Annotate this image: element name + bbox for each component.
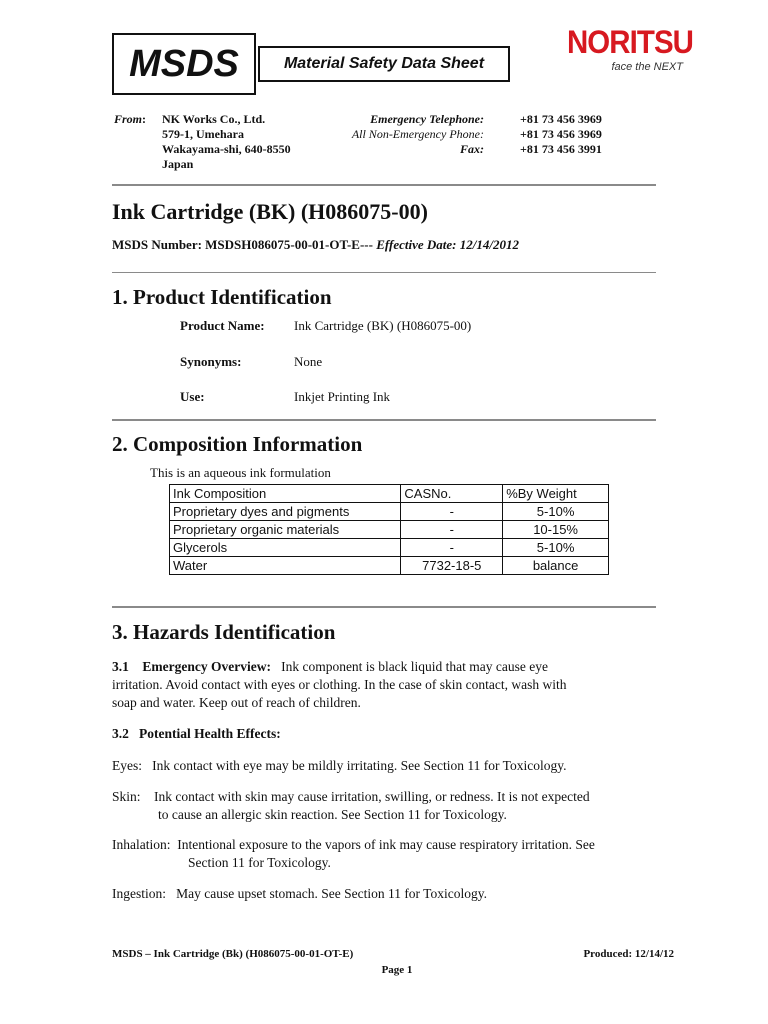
emergency-phone: +81 73 456 3969 — [520, 112, 602, 126]
address-line-1: 579-1, Umehara — [162, 127, 244, 141]
table-cell: Proprietary dyes and pigments — [170, 503, 401, 521]
phone-values — [520, 112, 602, 157]
skin-line-1: Skin: Ink contact with skin may cause irritation, swilling, or redness. It is not expected — [112, 789, 590, 804]
skin-line-2: to cause an allergic skin reaction. See Section 11 for Toxicology. — [158, 807, 507, 822]
effective-date: Effective Date: 12/14/2012 — [376, 237, 519, 252]
divider — [112, 272, 656, 273]
table-cell: - — [401, 539, 503, 557]
divider — [112, 606, 656, 608]
brand-name: NORITSU — [566, 24, 693, 60]
table-cell: - — [401, 503, 503, 521]
company-name: NK Works Co., Ltd. — [162, 112, 266, 126]
brand-tagline: face the NEXT — [611, 61, 683, 73]
msds-number-line — [112, 237, 519, 253]
table-header-cell: Ink Composition — [170, 485, 401, 503]
inhalation-effect — [112, 836, 595, 872]
document-type-title: Material Safety Data Sheet — [258, 46, 510, 82]
nonemergency-phone: +81 73 456 3969 — [520, 127, 602, 141]
table-row — [170, 521, 609, 539]
table-cell: 5-10% — [503, 503, 609, 521]
composition-intro: This is an aqueous ink formulation — [150, 465, 331, 480]
product-name-value: Ink Cartridge (BK) (H086075-00) — [294, 318, 472, 333]
table-cell: balance — [503, 557, 609, 575]
table-row — [170, 539, 609, 557]
synonyms-value: None — [294, 354, 323, 369]
table-header-cell: %By Weight — [503, 485, 609, 503]
emergency-label: Emergency Telephone: — [370, 112, 484, 126]
table-row — [170, 503, 609, 521]
product-name-label: Product Name: — [180, 318, 265, 333]
from-label-block: From: — [114, 112, 147, 126]
noritsu-brand — [553, 24, 693, 74]
health-effects-heading — [112, 725, 281, 743]
inhalation-line-2: Section 11 for Toxicology. — [188, 855, 331, 870]
emergency-overview — [112, 658, 672, 712]
address-line-3: Japan — [162, 157, 194, 171]
composition-table — [169, 484, 609, 575]
emergency-overview-label: 3.1 Emergency Overview: — [112, 659, 271, 674]
overview-line-1: Ink component is black liquid that may cause eye — [281, 659, 548, 674]
table-row — [170, 557, 609, 575]
table-cell: 10-15% — [503, 521, 609, 539]
table-cell: Glycerols — [170, 539, 401, 557]
ingestion-effect: Ingestion: May cause upset stomach. See Section 11 for Toxicology. — [112, 886, 487, 901]
overview-line-2: irritation. Avoid contact with eyes or clothing. In the case of skin contact, wash with — [112, 677, 567, 692]
table-cell: 7732-18-5 — [401, 557, 503, 575]
footer-produced-date: Produced: 12/14/12 — [583, 948, 674, 960]
table-cell: Water — [170, 557, 401, 575]
inhalation-line-1: Inhalation: Intentional exposure to the vapors of ink may cause respiratory irritation. See — [112, 837, 595, 852]
msds-number: MSDS Number: MSDSH086075-00-01-OT-E--- — [112, 237, 373, 252]
section-3-heading: 3. Hazards Identification — [112, 620, 336, 644]
health-effects-label: 3.2 Potential Health Effects: — [112, 726, 281, 741]
phone-labels — [300, 112, 484, 157]
skin-effect — [112, 788, 590, 824]
table-cell: - — [401, 521, 503, 539]
sender-address — [162, 112, 291, 172]
msds-logo: MSDS — [112, 33, 256, 95]
use-value: Inkjet Printing Ink — [294, 389, 391, 404]
fax-label: Fax: — [460, 142, 484, 156]
section-1-heading: 1. Product Identification — [112, 285, 332, 309]
synonyms-label: Synonyms: — [180, 354, 242, 369]
page-number: Page 1 — [381, 964, 413, 976]
footer-document-id: MSDS – Ink Cartridge (Bk) (H086075-00-01-OT-E) — [112, 948, 354, 960]
divider — [112, 419, 656, 421]
from-label: From — [114, 112, 143, 126]
table-cell: 5-10% — [503, 539, 609, 557]
document-title: Ink Cartridge (BK) (H086075-00) — [112, 199, 428, 224]
eyes-effect: Eyes: Ink contact with eye may be mildly irritating. See Section 11 for Toxicology. — [112, 758, 567, 773]
table-cell: Proprietary organic materials — [170, 521, 401, 539]
use-label: Use: — [180, 389, 205, 404]
table-header-cell: CASNo. — [401, 485, 503, 503]
table-header-row — [170, 485, 609, 503]
divider — [112, 184, 656, 186]
overview-line-3: soap and water. Keep out of reach of children. — [112, 695, 361, 710]
nonemergency-label: All Non-Emergency Phone: — [351, 127, 484, 141]
section-2-heading: 2. Composition Information — [112, 432, 363, 456]
fax-number: +81 73 456 3991 — [520, 142, 602, 156]
address-line-2: Wakayama-shi, 640-8550 — [162, 142, 291, 156]
